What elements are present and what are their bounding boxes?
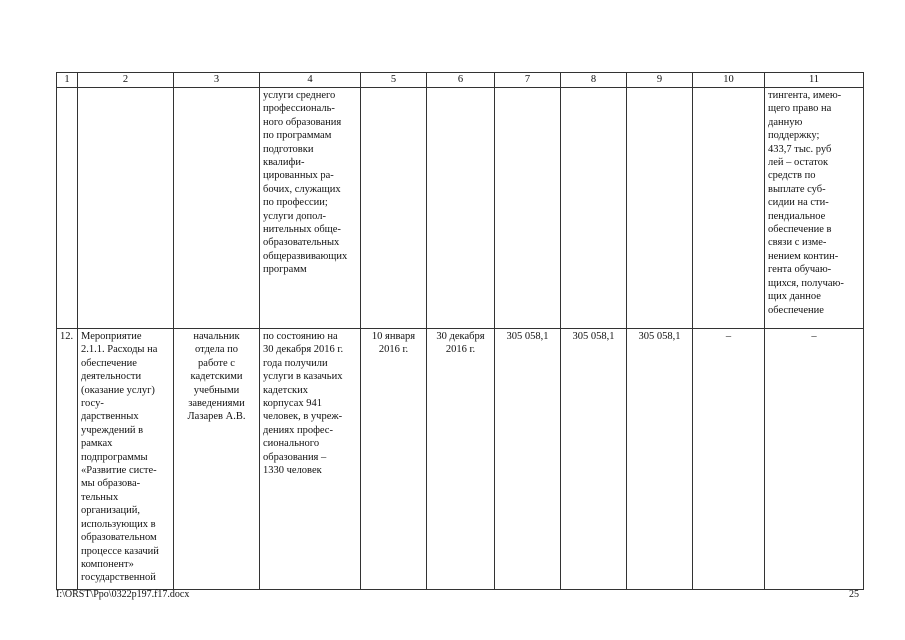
continuation-row bbox=[57, 88, 864, 329]
end-date-cell: 30 декабря 2016 г. bbox=[427, 329, 495, 590]
table-cell bbox=[561, 88, 627, 329]
header-cell: 2 bbox=[78, 73, 174, 88]
header-cell: 11 bbox=[765, 73, 864, 88]
start-date-cell: 10 января 2016 г. bbox=[361, 329, 427, 590]
value-cell: 305 058,1 bbox=[495, 329, 561, 590]
row-number: 12. bbox=[57, 329, 78, 590]
header-cell: 5 bbox=[361, 73, 427, 88]
header-cell: 9 bbox=[627, 73, 693, 88]
table-cell bbox=[693, 88, 765, 329]
header-cell: 4 bbox=[260, 73, 361, 88]
value-cell: – bbox=[693, 329, 765, 590]
page-number: 25 bbox=[849, 589, 859, 600]
measure-cell: Мероприятие 2.1.1. Расходы на обеспечение деятельности (оказание услуг) госу- дарственных учреждений в рамках подпрограммы «Развитие систе- мы образова- тельных организаций, использующих в образовательном процессе казачий компонент» государственной bbox=[78, 329, 174, 590]
plan-table bbox=[56, 72, 864, 590]
table-cell bbox=[495, 88, 561, 329]
footer-file-path: I:\ORST\Ppo\0322p197.f17.docx bbox=[56, 589, 190, 600]
header-cell: 10 bbox=[693, 73, 765, 88]
table-row-12 bbox=[57, 329, 864, 590]
header-cell: 6 bbox=[427, 73, 495, 88]
value-cell: 305 058,1 bbox=[627, 329, 693, 590]
table-cell bbox=[174, 88, 260, 329]
header-cell: 7 bbox=[495, 73, 561, 88]
header-cell: 3 bbox=[174, 73, 260, 88]
header-cell: 8 bbox=[561, 73, 627, 88]
value-cell: – bbox=[765, 329, 864, 590]
responsible-cell: начальник отдела по работе с кадетскими учебными заведениями Лазарев А.В. bbox=[174, 329, 260, 590]
value-cell: 305 058,1 bbox=[561, 329, 627, 590]
header-cell: 1 bbox=[57, 73, 78, 88]
result-cell: по состоянию на 30 декабря 2016 г. года получили услуги в казачьих кадетских корпусах 941 человек, в учреж- дениях профес- сионального образования – 1330 человек bbox=[260, 329, 361, 590]
header-row bbox=[57, 73, 864, 88]
table-cell bbox=[361, 88, 427, 329]
note-cell: тингента, имею- щего право на данную поддержку; 433,7 тыс. руб лей – остаток средств по выплате суб- сидии на сти- пендиальное обеспечение в связи с изме- нением контин- гента обучаю- щихся, получаю- щих данное обеспечение bbox=[765, 88, 864, 329]
table-cell bbox=[78, 88, 174, 329]
table-cell bbox=[57, 88, 78, 329]
table-cell bbox=[427, 88, 495, 329]
services-cell: услуги среднего профессиональ- ного образования по программам подготовки квалифи- цированных ра- бочих, служащих по профессии; услуги допол- нительных обще- образовательных общеразвивающих программ bbox=[260, 88, 361, 329]
table-cell bbox=[627, 88, 693, 329]
